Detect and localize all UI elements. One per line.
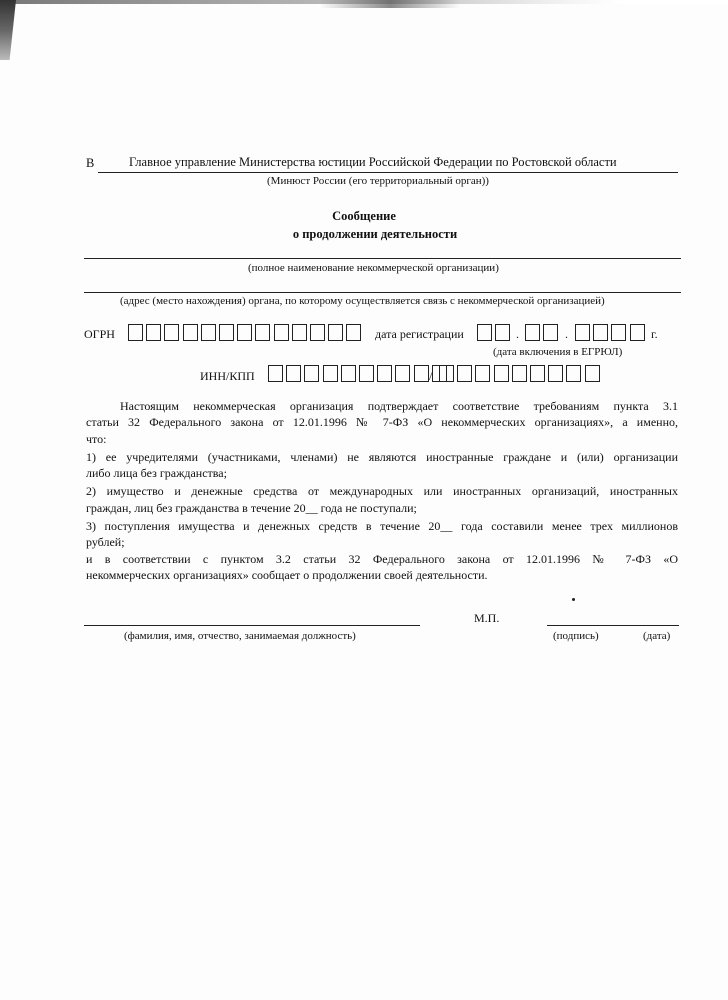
date-caption: (дата) — [643, 630, 671, 642]
org-name-line — [84, 258, 681, 259]
address-caption: (адрес (место нахождения) органа, по которому осуществляется связь с некоммерческой организацией) — [120, 295, 605, 307]
date-dot-1: . — [516, 327, 519, 341]
inn-digit-box[interactable] — [377, 365, 392, 382]
reg-year-digit-box[interactable] — [575, 324, 590, 341]
kpp-digit-box[interactable] — [585, 365, 600, 382]
scan-speck — [572, 598, 575, 601]
ogrn-boxes — [128, 324, 364, 341]
sign-caption: (подпись) — [553, 630, 599, 642]
reg-year-digit-box[interactable] — [630, 324, 645, 341]
ogrn-digit-box[interactable] — [201, 324, 216, 341]
ogrn-digit-box[interactable] — [328, 324, 343, 341]
ogrn-digit-box[interactable] — [310, 324, 325, 341]
ogrn-label: ОГРН — [84, 327, 115, 341]
inn-digit-box[interactable] — [395, 365, 410, 382]
year-suffix: г. — [651, 327, 658, 341]
kpp-digit-box[interactable] — [548, 365, 563, 382]
final-line-1: и в соответствии с пунктом 3.2 статьи 32 Федерального закона от 12.01.1996 № 7-ФЗ «О — [86, 551, 678, 566]
ogrn-digit-box[interactable] — [237, 324, 252, 341]
reg-month-digit-box[interactable] — [525, 324, 540, 341]
organ-caption: (Минюст России (его территориальный орган)) — [267, 175, 489, 187]
item2-line-1: 2) имущество и денежные средства от международных или иностранных организаций, иностранных — [86, 484, 678, 499]
item1-last-line: либо лица без гражданства; — [86, 466, 227, 481]
p1-last-line: что: — [86, 431, 107, 446]
egrul-caption: (дата включения в ЕГРЮЛ) — [493, 346, 623, 358]
kpp-digit-box[interactable] — [512, 365, 527, 382]
reg-date-label: дата регистрации — [375, 327, 464, 341]
address-line — [84, 292, 681, 293]
header-underline — [98, 172, 678, 173]
reg-year-boxes — [575, 324, 648, 341]
reg-year-digit-box[interactable] — [611, 324, 626, 341]
ogrn-digit-box[interactable] — [219, 324, 234, 341]
reg-month-digit-box[interactable] — [543, 324, 558, 341]
kpp-digit-box[interactable] — [439, 365, 454, 382]
title-line1: Сообщение — [332, 209, 396, 223]
inn-digit-box[interactable] — [268, 365, 283, 382]
inn-digit-box[interactable] — [359, 365, 374, 382]
ogrn-digit-box[interactable] — [292, 324, 307, 341]
name-signature-line — [84, 625, 420, 626]
name-caption: (фамилия, имя, отчество, занимаемая должность) — [124, 630, 356, 642]
stamp-placeholder: М.П. — [474, 611, 500, 625]
reg-day-digit-box[interactable] — [495, 324, 510, 341]
title-line2: о продолжении деятельности — [292, 227, 458, 241]
kpp-digit-box[interactable] — [457, 365, 472, 382]
item3-line-1: 3) поступления имущества и денежных средств в течение 20__ года составили менее трех миллионов — [86, 519, 678, 534]
inn-boxes — [268, 365, 450, 382]
kpp-digit-box[interactable] — [566, 365, 581, 382]
body-paragraph — [86, 398, 678, 583]
inn-digit-box[interactable] — [323, 365, 338, 382]
inn-label: ИНН/КПП — [200, 369, 255, 383]
inn-digit-box[interactable] — [286, 365, 301, 382]
org-name-caption: (полное наименование некоммерческой организации) — [248, 262, 499, 274]
item2-last-line: граждан, лиц без гражданства в течение 20__ года не поступали; — [86, 500, 417, 515]
reg-year-digit-box[interactable] — [593, 324, 608, 341]
ogrn-digit-box[interactable] — [183, 324, 198, 341]
ogrn-digit-box[interactable] — [255, 324, 270, 341]
ogrn-digit-box[interactable] — [164, 324, 179, 341]
reg-day-boxes — [477, 324, 513, 341]
reg-month-boxes — [525, 324, 561, 341]
kpp-digit-box[interactable] — [530, 365, 545, 382]
item1-line-1: 1) ее учредителями (участниками, членами) не являются иностранные граждане и (или) организации — [86, 449, 678, 464]
kpp-digit-box[interactable] — [494, 365, 509, 382]
kpp-digit-box[interactable] — [475, 365, 490, 382]
inn-digit-box[interactable] — [414, 365, 429, 382]
ogrn-digit-box[interactable] — [274, 324, 289, 341]
ogrn-digit-box[interactable] — [146, 324, 161, 341]
inn-digit-box[interactable] — [304, 365, 319, 382]
sign-date-line — [547, 625, 679, 626]
reg-day-digit-box[interactable] — [477, 324, 492, 341]
ogrn-digit-box[interactable] — [128, 324, 143, 341]
inn-kpp-separator: / — [429, 369, 433, 383]
p1-line-1: Настоящим некоммерческая организация подтверждает соответствие требованиям пункта 3.1 — [120, 399, 678, 413]
kpp-boxes — [439, 365, 603, 382]
date-dot-2: . — [565, 327, 568, 341]
inn-digit-box[interactable] — [341, 365, 356, 382]
scan-smudge — [320, 0, 460, 8]
p1-line-2: статьи 32 Федерального закона от 12.01.1996 № 7-ФЗ «О некоммерческих организациях», а именно, — [86, 415, 678, 430]
header-prefix: В — [86, 156, 95, 170]
final-last-line: некоммерческих организациях» сообщает о продолжении своей деятельности. — [86, 567, 488, 582]
item3-last-line: рублей; — [86, 535, 125, 550]
ogrn-digit-box[interactable] — [346, 324, 361, 341]
scan-edge-left — [0, 0, 16, 60]
organ-name: Главное управление Министерства юстиции Российской Федерации по Ростовской области — [129, 155, 617, 169]
